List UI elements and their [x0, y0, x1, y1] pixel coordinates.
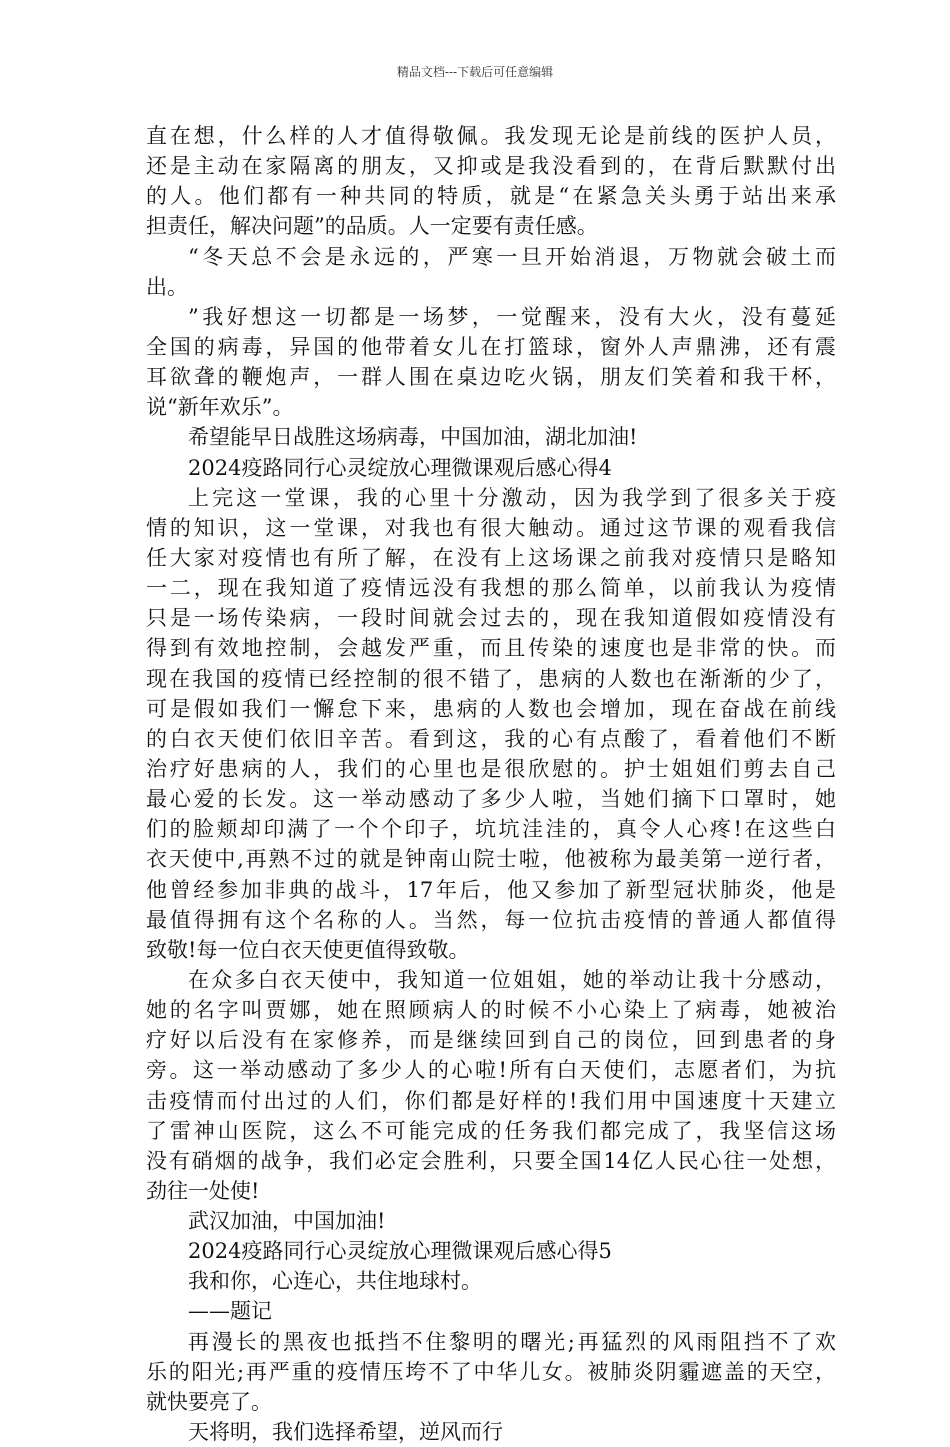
- text-line: 致敬!每一位白衣天使更值得致敬。: [146, 937, 470, 962]
- text-line: 劲往一处使!: [146, 1178, 260, 1203]
- text-line: 再漫长的黑夜也抵挡不住黎明的曙光;再猛烈的风雨阻挡不了欢: [188, 1329, 836, 1354]
- page-header: 精品文档---下载后可任意编辑: [396, 65, 554, 79]
- text-line: 出。: [146, 274, 188, 299]
- text-line: 在众多白衣天使中，我知道一位姐姐，她的举动让我十分感动，: [188, 967, 836, 992]
- text-line: 击疫情而付出过的人们，你们都是好样的!我们用中国速度十天建立: [146, 1088, 836, 1113]
- text-line: 情的知识，这一堂课，对我也有很大触动。通过这节课的观看我信: [146, 515, 836, 540]
- text-line: 最值得拥有这个名称的人。当然，每一位抗击疫情的普通人都值得: [146, 907, 836, 932]
- text-line: 我和你，心连心，共住地球村。: [188, 1269, 482, 1294]
- text-line: 全国的病毒，异国的他带着女儿在打篮球，窗外人声鼎沸，还有震: [146, 334, 836, 359]
- text-line: 的人。他们都有一种共同的特质，就是“在紧急关头勇于站出来承: [146, 184, 836, 209]
- text-line: 武汉加油，中国加油!: [188, 1209, 386, 1234]
- text-line: 得到有效地控制，会越发严重，而且传染的速度也是非常的快。而: [146, 636, 836, 661]
- text-line: 说“新年欢乐”。: [146, 395, 294, 420]
- text-line: 最心爱的长发。这一举动感动了多少人啦，当她们摘下口罩时，她: [146, 787, 836, 812]
- text-line: 耳欲聋的鞭炮声，一群人围在桌边吃火锅，朋友们笑着和我干杯，: [146, 365, 836, 390]
- text-line: 直在想，什么样的人才值得敬佩。我发现无论是前线的医护人员，: [146, 124, 836, 148]
- text-line: 现在我国的疫情已经控制的很不错了，患病的人数也在渐渐的少了，: [146, 666, 836, 691]
- text-line: 2024疫路同行心灵绽放心理微课观后感心得4: [188, 455, 612, 480]
- text-line: 的白衣天使们依旧辛苦。看到这，我的心有点酸了，看着他们不断: [146, 726, 836, 751]
- document-body: [146, 121, 836, 1447]
- text-line: 只是一场传染病，一段时间就会过去的，现在我知道假如疫情没有: [146, 606, 836, 631]
- text-line: “冬天总不会是永远的，严寒一旦开始消退，万物就会破土而: [188, 244, 836, 269]
- text-line: 还是主动在家隔离的朋友，又抑或是我没看到的，在背后默默付出: [146, 154, 836, 179]
- text-line: 乐的阳光;再严重的疫情压垮不了中华儿女。被肺炎阴霾遮盖的天空，: [146, 1359, 836, 1384]
- text-line: 上完这一堂课，我的心里十分激动，因为我学到了很多关于疫: [188, 485, 836, 510]
- text-line: 就快要亮了。: [146, 1389, 272, 1414]
- text-line: 任大家对疫情也有所了解，在没有上这场课之前我对疫情只是略知: [146, 545, 836, 570]
- text-line: 一二，现在我知道了疫情远没有我想的那么简单，以前我认为疫情: [146, 576, 836, 601]
- text-line: 治疗好患病的人，我们的心里也是很欣慰的。护士姐姐们剪去自己: [146, 756, 836, 781]
- text-line: 担责任，解决问题”的品质。人一定要有责任感。: [146, 214, 598, 239]
- text-line: 没有硝烟的战争，我们必定会胜利，只要全国14亿人民心往一处想，: [146, 1148, 836, 1173]
- text-line: 旁。这一举动感动了多少人的心啦!所有白天使们，志愿者们，为抗: [146, 1058, 836, 1083]
- text-line: ——题记: [188, 1299, 272, 1324]
- text-line: 2024疫路同行心灵绽放心理微课观后感心得5: [188, 1239, 612, 1264]
- text-line: 衣天使中,再熟不过的就是钟南山院士啦，他被称为最美第一逆行者，: [146, 847, 836, 872]
- text-line: 她的名字叫贾娜，她在照顾病人的时候不小心染上了病毒，她被治: [146, 998, 836, 1023]
- text-line: 疗好以后没有在家修养，而是继续回到自己的岗位，回到患者的身: [146, 1028, 836, 1053]
- text-line: 了雷神山医院，这么不可能完成的任务我们都完成了，我坚信这场: [146, 1118, 836, 1143]
- text-line: 天将明，我们选择希望，逆风而行: [188, 1420, 503, 1445]
- text-line: 他曾经参加非典的战斗，17年后，他又参加了新型冠状肺炎，他是: [146, 877, 836, 902]
- text-line: 们的脸颊却印满了一个个印子，坑坑洼洼的，真令人心疼!在这些白: [146, 817, 836, 842]
- text-line: ”我好想这一切都是一场梦，一觉醒来，没有大火，没有蔓延: [188, 304, 836, 329]
- text-line: 希望能早日战胜这场病毒，中国加油，湖北加油!: [188, 425, 638, 450]
- text-line: 可是假如我们一懈怠下来，患病的人数也会增加，现在奋战在前线: [146, 696, 836, 721]
